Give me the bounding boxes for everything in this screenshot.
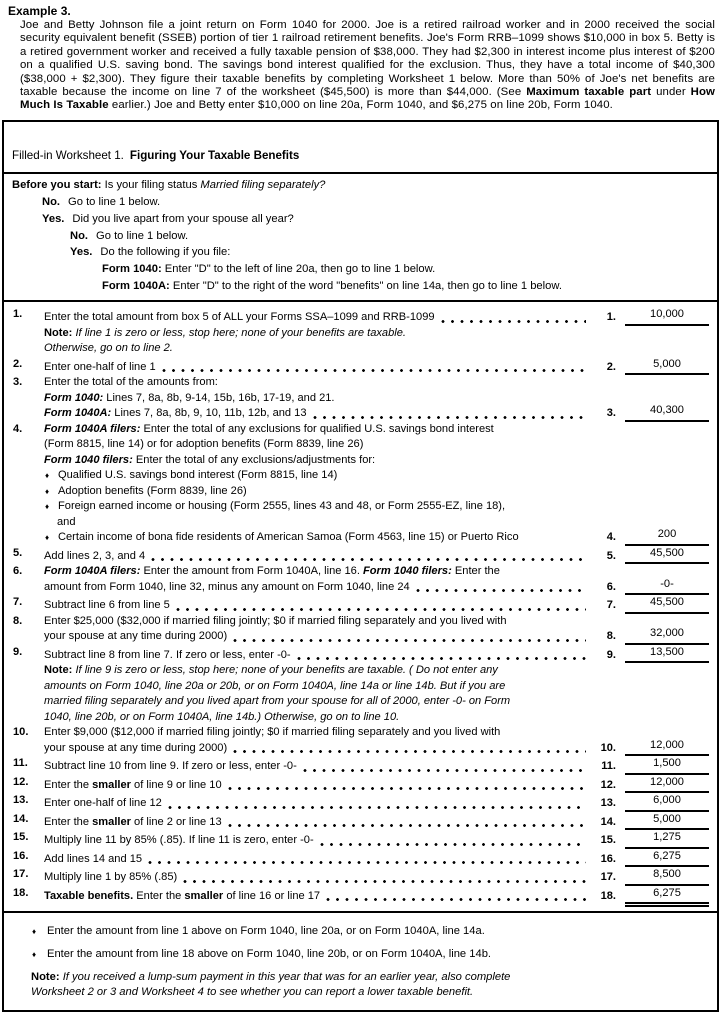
- line-10-number: 10.: [13, 726, 29, 739]
- before-you-start-section: [4, 174, 717, 302]
- footer-bullet-2: ♦ Enter the amount from line 18 above on Form 1040, line 20b, or on Form 1040A, line 14b.: [32, 948, 492, 961]
- example-bold-how-much-is-taxable: How Much Is Taxable: [20, 86, 716, 112]
- dot-leader: [176, 607, 586, 612]
- line-17-text: Multiply line 1 by 85% (.85): [44, 871, 178, 884]
- line-4-form-1040-filers: Form 1040 filers: Enter the total of any exclusions/adjustments for:: [44, 453, 376, 466]
- line-16-amount: 6,275: [625, 849, 709, 868]
- dot-leader: [441, 319, 586, 324]
- line-2-number: 2.: [13, 357, 23, 370]
- before-yes-2: Yes. Do the following if you file:: [70, 246, 231, 259]
- dot-leader: [183, 879, 586, 884]
- line-17-number: 17.: [13, 868, 29, 881]
- line-8-number: 8.: [13, 614, 23, 627]
- worksheet-line-15: 15. Multiply line 11 by 85% (.85). If line 11 is zero, enter -0- 15. 1,275: [8, 830, 711, 849]
- worksheet-lines-section: [4, 302, 717, 913]
- worksheet-line-11: 11. Subtract line 10 from line 9. If zero or less, enter -0- 11. 1,500: [8, 756, 711, 775]
- line-18-number: 18.: [13, 886, 29, 899]
- example-3-section: [0, 3, 721, 113]
- line-8-amount: 32,000: [625, 626, 709, 645]
- dot-leader: [320, 842, 586, 847]
- line-6-text-row-1: Form 1040A filers: Enter the amount from Form 1040A, line 16. Form 1040 filers: Enter the: [44, 565, 500, 578]
- before-you-start-label: Before you start:: [12, 178, 102, 191]
- line-2-amount: 5,000: [625, 357, 709, 376]
- line-1-text: Enter the total amount from box 5 of ALL your Forms SSA–1099 and RRB-1099: [44, 311, 435, 324]
- line-16-text: Add lines 14 and 15: [44, 852, 143, 865]
- line-3-intro: Enter the total of the amounts from:: [44, 376, 218, 389]
- line-1-number-right: 1.: [606, 311, 616, 324]
- example-bold-maximum-taxable-part: Maximum taxable part: [526, 86, 652, 99]
- worksheet-line-1: 1. Enter the total amount from box 5 of ALL your Forms SSA–1099 and RRB-1099 1. 10,000 Note: If line 1 is zero or less, stop here; none of your benefits are taxable. Otherwise, go on to line 2.: [8, 307, 711, 357]
- line-10-text-row-2: your spouse at any time during 2000): [44, 741, 590, 757]
- dot-leader: [168, 805, 586, 810]
- bullet-icon: ♦: [32, 927, 37, 937]
- line-3-number: 3.: [13, 376, 23, 389]
- line-7-text: Subtract line 6 from line 5: [44, 599, 170, 612]
- line-4-amount: 200: [625, 527, 709, 546]
- before-form-1040: Form 1040: Enter "D" to the left of line 20a, then go to line 1 below.: [102, 263, 436, 276]
- example-paragraph: Joe and Betty Johnson file a joint return on Form 1040 for 2000. Joe is a retired railroad worker and in 2000 received the social security equivalent benefit (SSEB) portion of tier 1 railroad retirement benefits. Joe's Form RRB–1099 shows $10,000 in box 5. Betty is a retired government worker and received a fully taxable pension of $38,000. They had $2,300 in interest income plus interest of $200 on a qualified U.S. saving bond. The savings bond interest qualified for the exclusion. Thus, they have a total income of $40,300 ($38,000 + $2,300). They figure their taxable benefits by completing Worksheet 1 below. More than 50% of Joe's net benefits are taxable because the income on line 7 of the worksheet ($45,500) is more than $44,000. (See Maximum taxable part under How Much Is Taxable earlier.) Joe and Betty enter $10,000 on line 20a, Form 1040, and $6,275 on line 20b, Form 1040.: [20, 19, 716, 112]
- line-6-amount: -0-: [625, 577, 709, 596]
- example-text: Joe and Betty Johnson file a joint return on Form 1040 for 2000. Joe is a retired railroad worker and in 2000 received the social security equivalent benefit (SSEB) portion of tier 1 railroad retirement benefits. Joe's Form RRB–1099 shows $10,000 in box 5. Betty is a retired government worker and received a fully taxable pension of $38,000. They had $2,300 in interest income plus interest of $200 on a qualified U.S. saving bond. The savings bond interest qualified for the exclusion. Thus, they have a total income of $40,300 ($38,000 + $2,300). They figure their taxable benefits by completing Worksheet 1 below. More than 50% of Joe's net benefits are taxable because the income on line 7 of the worksheet ($45,500) is more than $44,000. (See: [20, 19, 715, 99]
- worksheet-box: [2, 120, 719, 1012]
- line-12-number: 12.: [13, 775, 29, 788]
- line-11-number: 11.: [13, 757, 28, 770]
- worksheet-line-10: 10. Enter $9,000 ($12,000 if married filing jointly; $0 if married filing separately and you lived with your spouse at any time during 2000) 10. 12,000: [8, 725, 711, 756]
- worksheet-line-9: 9. Subtract line 8 from line 7. If zero or less, enter -0- 9. 13,500 Note: If line 9 is zero or less, stop here; none of your benefits are taxable. ( Do not enter any amounts on Form 1040, line 20a or 20b, or on Form 1040A, line 14a or line 14b. But if you are married filing separately and you lived apart from your spouse for all of 2000, enter -0- on Form 1040, line 20b, or on Form 1040A, line 14b.) Otherwise, go on to line 10.: [8, 645, 711, 726]
- line-5-amount: 45,500: [625, 546, 709, 565]
- worksheet-line-7: 7. Subtract line 6 from line 5 7. 45,500: [8, 595, 711, 614]
- line-15-amount: 1,275: [625, 830, 709, 849]
- line-4-bullet-4: ♦ Certain income of bona fide residents of American Samoa (Form 4563, line 15) or Puerto Rico: [44, 530, 590, 546]
- footer-bullet-1: ♦ Enter the amount from line 1 above on Form 1040, line 20a, or on Form 1040A, line 14a.: [32, 925, 485, 938]
- dot-leader: [416, 588, 586, 593]
- line-15-text: Multiply line 11 by 85% (.85). If line 11 is zero, enter -0-: [44, 834, 314, 847]
- example-heading: Example 3.: [8, 4, 71, 18]
- dot-leader: [326, 897, 586, 902]
- line-7-number: 7.: [13, 596, 23, 609]
- worksheet-title-main: Figuring Your Taxable Benefits: [129, 148, 300, 162]
- worksheet-line-3: 3. Enter the total of the amounts from: Form 1040: Lines 7, 8a, 8b, 9-14, 15b, 16b, 17-19, and 21. Form 1040A: Lines 7, 8a, 8b, 9, 10, 11b, 12b, and 13 3. 40,300: [8, 375, 711, 422]
- line-4-bullet-2: ♦ Adoption benefits (Form 8839, line 26): [44, 484, 590, 500]
- before-yes-1: Yes. Did you live apart from your spouse all year?: [42, 212, 294, 225]
- line-14-amount: 5,000: [625, 812, 709, 831]
- line-6-number: 6.: [13, 565, 23, 578]
- worksheet-line-2: 2. Enter one-half of line 1 2. 5,000: [8, 357, 711, 376]
- worksheet-line-4: 4. Form 1040A filers: Enter the total of any exclusions for qualified U.S. savings bond interest (Form 8815, line 14) or for adoption benefits (Form 8839, line 26) Form 1040 filers: Enter the total of any exclusions/adjustments for: ♦ Qualified U.S. savings bond interest (Form 8815, line 14) ♦ Adoption benefits (Form 8839, line 26) ♦ Foreign earned income or housing (Form 2555, lines 43 and 48, or Form 2555-EZ, line 18), and ♦ Certain income of bona fide residents of American Samoa (Form 4563, line 15) or Puerto Rico 4. 200: [8, 422, 711, 546]
- dot-leader: [233, 638, 586, 643]
- line-11-amount: 1,500: [625, 756, 709, 775]
- line-9-amount: 13,500: [625, 645, 709, 664]
- dot-leader: [151, 557, 586, 562]
- worksheet-line-13: 13. Enter one-half of line 12 13. 6,000: [8, 793, 711, 812]
- line-11-text: Subtract line 10 from line 9. If zero or less, enter -0-: [44, 760, 297, 773]
- worksheet-title: [4, 122, 717, 174]
- line-4-bullet-3: ♦ Foreign earned income or housing (Form 2555, lines 43 and 48, or Form 2555-EZ, line 18),: [44, 499, 590, 515]
- dot-leader: [233, 749, 586, 754]
- line-10-text-row-1: Enter $9,000 ($12,000 if married filing jointly; $0 if married filing separately and you lived with: [44, 726, 501, 739]
- line-7-amount: 45,500: [625, 595, 709, 614]
- dot-leader: [162, 368, 586, 373]
- dot-leader: [228, 786, 586, 791]
- line-8-text-row-2: your spouse at any time during 2000): [44, 629, 590, 645]
- worksheet-line-17: 17. Multiply line 1 by 85% (.85) 17. 8,500: [8, 867, 711, 886]
- worksheet-footer: [4, 913, 717, 1010]
- bullet-icon: ♦: [45, 533, 50, 543]
- before-form-1040a: Form 1040A: Enter "D" to the right of the word "benefits" on line 14a, then go to line 1 below.: [102, 280, 562, 293]
- line-12-text: Enter the smaller of line 9 or line 10: [44, 778, 222, 791]
- line-3-form-1040: Form 1040: Lines 7, 8a, 8b, 9-14, 15b, 16b, 17-19, and 21.: [44, 391, 335, 404]
- line-2-text: Enter one-half of line 1: [44, 360, 156, 373]
- line-8-text-row-1: Enter $25,000 ($32,000 if married filing jointly; $0 if married filing separately and you lived with: [44, 614, 507, 627]
- dot-leader: [313, 415, 586, 420]
- line-6-text-row-2: amount from Form 1040, line 32, minus any amount on Form 1040, line 24: [44, 580, 590, 596]
- line-10-amount: 12,000: [625, 738, 709, 757]
- line-15-number: 15.: [13, 831, 29, 844]
- line-9-number: 9.: [13, 645, 23, 658]
- worksheet-line-5: 5. Add lines 2, 3, and 4 5. 45,500: [8, 546, 711, 565]
- worksheet-line-6: 6. Form 1040A filers: Enter the amount from Form 1040A, line 16. Form 1040 filers: Enter the amount from Form 1040, line 32, minus any amount on Form 1040, line 24 6. -0-: [8, 564, 711, 595]
- line-4-form-1040a-filers: Form 1040A filers: Enter the total of any exclusions for qualified U.S. savings bond interest: [44, 422, 494, 435]
- dot-leader: [297, 656, 586, 661]
- worksheet-line-8: 8. Enter $25,000 ($32,000 if married filing jointly; $0 if married filing separately and you lived with your spouse at any time during 2000) 8. 32,000: [8, 614, 711, 645]
- worksheet-line-14: 14. Enter the smaller of line 2 or line 13 14. 5,000: [8, 812, 711, 831]
- line-1-note: Note: If line 1 is zero or less, stop here; none of your benefits are taxable.: [44, 326, 406, 339]
- footer-note: Note: If you received a lump-sum payment in this year that was for an earlier year, also complete Worksheet 2 or 3 and Worksheet 4 to see whether you can report a lower taxable benefit.: [31, 971, 511, 998]
- worksheet-title-prefix: Filled-in Worksheet 1.: [12, 148, 124, 162]
- dot-leader: [148, 860, 586, 865]
- line-18-text: Taxable benefits. Enter the smaller of line 16 or line 17: [44, 889, 321, 902]
- before-intro: Before you start: Is your filing status Married filing separately?: [12, 178, 326, 191]
- line-17-amount: 8,500: [625, 867, 709, 886]
- line-3-amount: 40,300: [625, 403, 709, 422]
- line-1-number: 1.: [13, 308, 23, 321]
- line-3-form-1040a: Form 1040A: Lines 7, 8a, 8b, 9, 10, 11b, 12b, and 13: [44, 406, 590, 422]
- bullet-icon: ♦: [45, 486, 50, 496]
- worksheet-line-16: 16. Add lines 14 and 15 16. 6,275: [8, 849, 711, 868]
- worksheet-line-12: 12. Enter the smaller of line 9 or line 10 12. 12,000: [8, 775, 711, 794]
- bullet-icon: ♦: [45, 502, 50, 512]
- before-no-1: No. Go to line 1 below.: [42, 195, 161, 208]
- line-5-text: Add lines 2, 3, and 4: [44, 549, 146, 562]
- line-12-amount: 12,000: [625, 775, 709, 794]
- line-4-bullet-1: ♦ Qualified U.S. savings bond interest (Form 8815, line 14): [44, 468, 590, 484]
- line-14-text: Enter the smaller of line 2 or line 13: [44, 815, 222, 828]
- line-1-amount: 10,000: [625, 307, 709, 326]
- before-no-2: No. Go to line 1 below.: [70, 229, 189, 242]
- dot-leader: [303, 768, 586, 773]
- bullet-icon: ♦: [32, 950, 37, 960]
- line-14-number: 14.: [13, 812, 29, 825]
- line-13-number: 13.: [13, 794, 29, 807]
- line-9-text: Subtract line 8 from line 7. If zero or less, enter -0-: [44, 648, 291, 661]
- line-4-number: 4.: [13, 422, 23, 435]
- line-5-number: 5.: [13, 546, 23, 559]
- bullet-icon: ♦: [45, 471, 50, 481]
- worksheet-line-18: 18. Taxable benefits. Enter the smaller of line 16 or line 17 18. 6,275: [8, 886, 711, 905]
- line-9-note: Note: If line 9 is zero or less, stop here; none of your benefits are taxable. ( Do not enter any: [44, 664, 498, 677]
- line-13-text: Enter one-half of line 12: [44, 797, 162, 810]
- line-18-amount: 6,275: [625, 886, 709, 905]
- dot-leader: [228, 823, 586, 828]
- line-16-number: 16.: [13, 849, 29, 862]
- line-13-amount: 6,000: [625, 793, 709, 812]
